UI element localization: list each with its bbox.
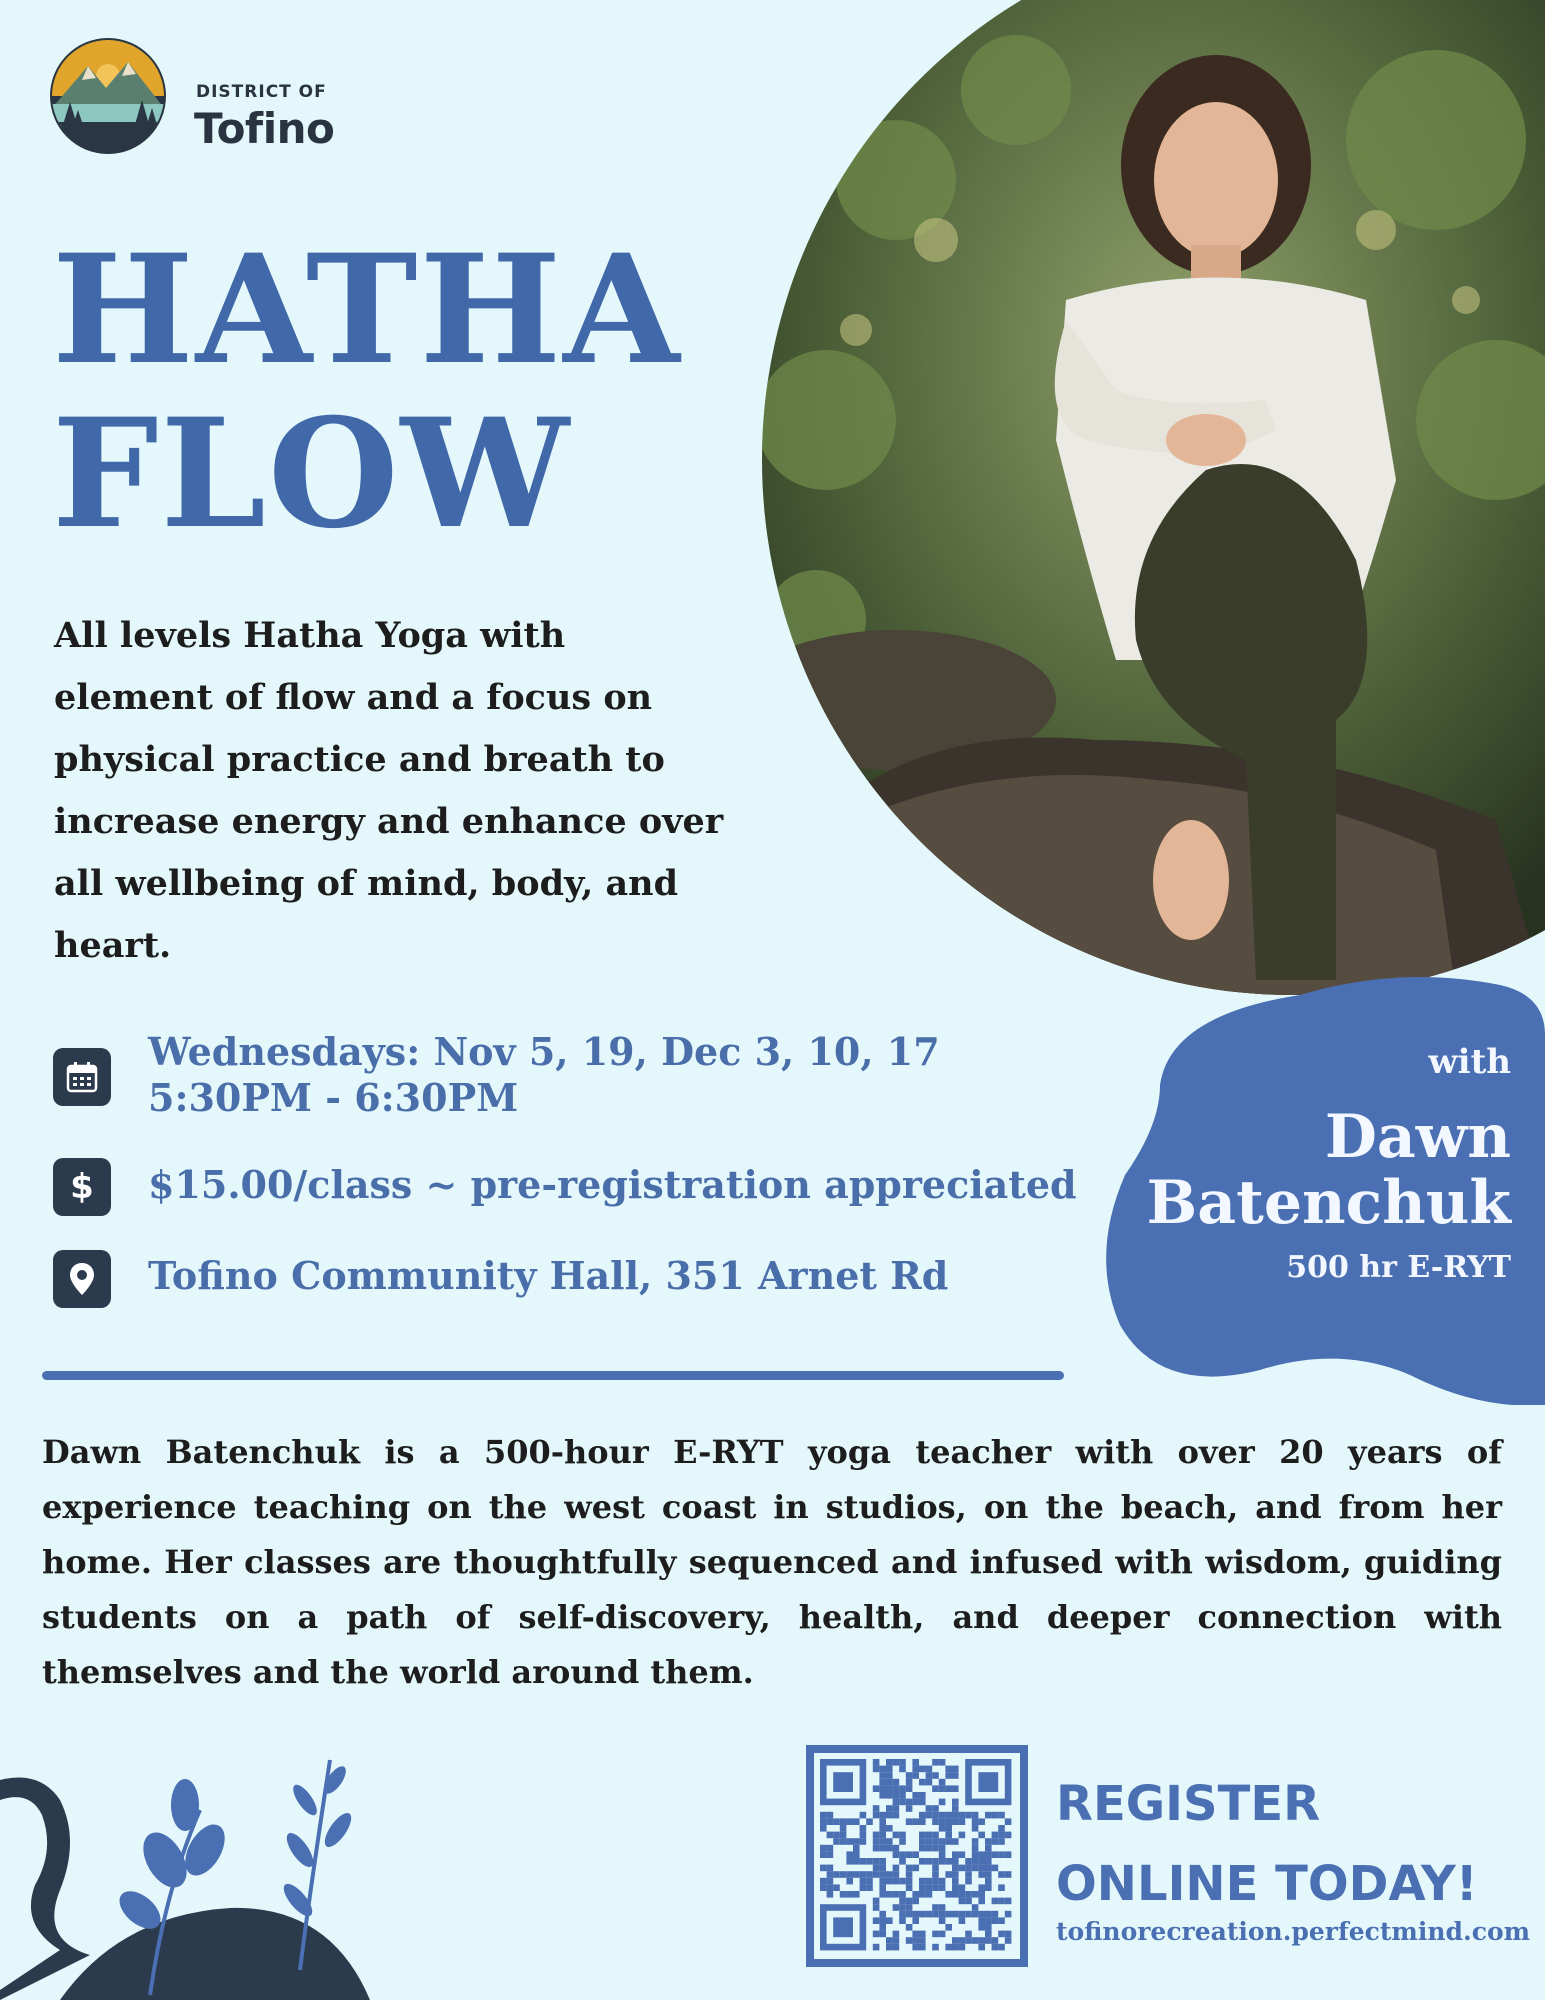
logo-town-name: Tofino (194, 104, 335, 153)
schedule-time: 5:30PM - 6:30PM (148, 1075, 519, 1120)
register-line-1: REGISTER (1056, 1776, 1321, 1832)
district-logo (48, 36, 348, 166)
instructor-with-label: with (1428, 1042, 1511, 1082)
schedule-dates: Wednesdays: Nov 5, 19, Dec 3, 10, 17 (148, 1029, 940, 1074)
price-text: $15.00/class ~ pre-registration appreciated (148, 1162, 1077, 1207)
section-divider (42, 1371, 1064, 1380)
register-line-2: ONLINE TODAY! (1056, 1856, 1478, 1912)
decorative-plants-illustration (0, 1740, 380, 2000)
district-logo-emblem (48, 36, 168, 156)
instructor-last-name: Batenchuk (1146, 1168, 1511, 1238)
dollar-icon (53, 1158, 111, 1216)
instructor-first-name: Dawn (1324, 1102, 1511, 1172)
map-pin-icon (53, 1250, 111, 1308)
instructor-photo (736, 0, 1545, 995)
register-cta (1056, 1764, 1478, 1924)
dollar-glyph: $ (70, 1167, 94, 1207)
instructor-bio: Dawn Batenchuk is a 500-hour E-RYT yoga teacher with over 20 years of experience teaching on the west coast in studios, on the beach, and from her home. Her classes are thoughtfully sequenced and infused with wisdom, guiding students on a path of self-discovery, health, and deeper connection with themselves and the world around them. (42, 1433, 1502, 1691)
title-line-1: HATHA (52, 222, 682, 398)
location-text: Tofino Community Hall, 351 Arnet Rd (148, 1253, 949, 1298)
intro-description: All levels Hatha Yoga with element of flow and a focus on physical practice and breath to increase energy and enhance over all wellbeing of mind, body, and heart. (54, 615, 724, 966)
instructor-name (1147, 1104, 1511, 1236)
title-line-2: FLOW (52, 386, 572, 562)
registration-qr-code[interactable] (806, 1745, 1028, 1967)
register-url-link[interactable]: tofinorecreation.perfectmind.com (1056, 1917, 1531, 1946)
logo-district-label: DISTRICT OF (196, 82, 327, 102)
instructor-credential: 500 hr E-RYT (1286, 1250, 1511, 1285)
calendar-icon (53, 1048, 111, 1106)
page-title (52, 222, 682, 562)
